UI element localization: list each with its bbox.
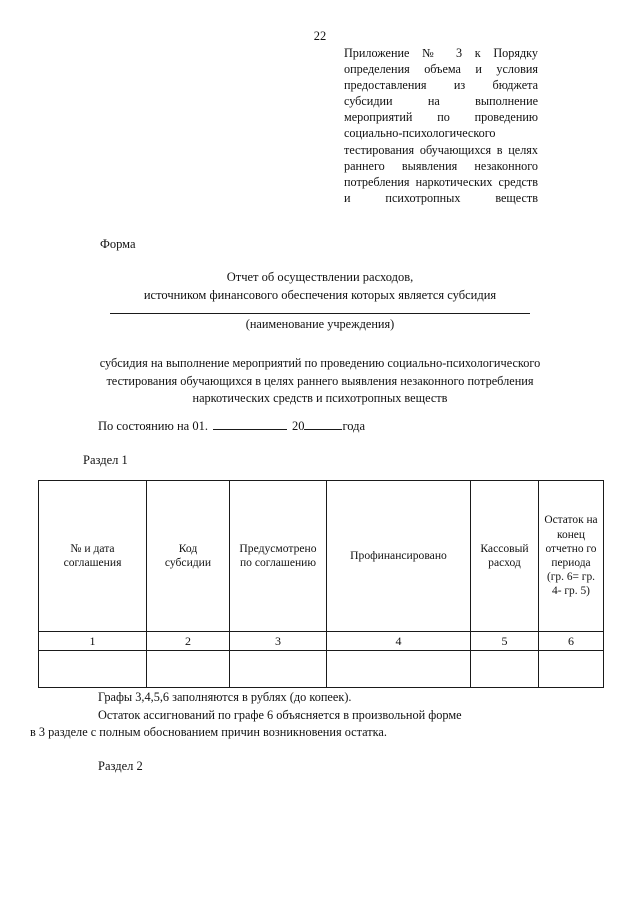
column-number-cell: 3: [230, 632, 327, 651]
table-cell[interactable]: [327, 651, 471, 688]
subsidy-purpose-paragraph: [55, 355, 585, 408]
header-text: Остаток на конец отчетно го периода (гр. 6= гр. 4- гр. 5): [544, 514, 598, 598]
table-header-cell-financed: [327, 481, 471, 632]
appendix-line: мероприятий по проведению: [344, 110, 538, 125]
column-number-cell: 2: [147, 632, 230, 651]
table-cell[interactable]: [39, 651, 147, 688]
as-of-suffix: года: [342, 419, 366, 433]
appendix-line: субсидии на выполнение: [344, 94, 538, 109]
section-label-2: Раздел 2: [98, 759, 143, 773]
table-notes: [30, 689, 590, 742]
column-number-cell: 5: [471, 632, 539, 651]
appendix-line: социально-психологического: [344, 126, 496, 141]
table-header-cell-agreement: [39, 481, 147, 632]
as-of-year-prefix: 20: [291, 419, 305, 433]
as-of-month-blank[interactable]: [213, 429, 287, 430]
section-label-1: Раздел 1: [83, 453, 128, 467]
as-of-year-blank[interactable]: [304, 429, 342, 430]
table-numbering-row: [39, 632, 604, 651]
table-row: [39, 651, 604, 688]
report-table-wrapper: [38, 480, 603, 688]
page-number: 22: [313, 29, 327, 43]
title-line-2: источником финансового обеспечения которых является субсидия: [143, 287, 497, 302]
institution-name-blank[interactable]: [110, 313, 530, 314]
header-text: Код: [178, 541, 198, 555]
header-text: Предусмотрено: [239, 541, 317, 555]
appendix-line: наркотических средств и: [344, 174, 539, 205]
header-text: соглашения: [63, 556, 122, 569]
form-label: Форма: [100, 237, 136, 251]
table-header-cell-cash-expense: [471, 481, 539, 632]
table-cell[interactable]: [147, 651, 230, 688]
header-text: по соглашению: [239, 556, 317, 569]
header-text: субсидии: [164, 556, 212, 569]
appendix-line: предоставления из бюджета: [344, 78, 538, 93]
institution-name-caption: (наименование учреждения): [245, 317, 395, 331]
header-text: расход: [488, 556, 521, 569]
as-of-date-line: [98, 418, 365, 435]
appendix-line: тестирования обучающихся в: [344, 142, 503, 157]
table-cell[interactable]: [230, 651, 327, 688]
purpose-line-3: наркотических средств и психотропных веществ: [192, 391, 448, 405]
note-line-2: Остаток ассигнований по графе 6 объясняется в произвольной форме: [98, 707, 462, 722]
column-number-cell: 4: [327, 632, 471, 651]
appendix-line: Приложение № 3 к Порядку: [344, 46, 538, 60]
note-line-3: в 3 разделе с полным обоснованием причин возникновения остатка.: [30, 725, 387, 740]
table-cell[interactable]: [539, 651, 604, 688]
as-of-prefix: По состоянию на 01.: [98, 419, 208, 433]
document-title: [0, 269, 640, 304]
header-text: Кассовый: [480, 541, 529, 555]
report-table: [38, 480, 604, 688]
appendix-line: психотропных веществ: [385, 190, 538, 205]
appendix-line: незаконного потребления: [344, 158, 539, 189]
title-line-1: Отчет об осуществлении расходов,: [226, 270, 414, 284]
purpose-line-2: тестирования обучающихся в целях раннего выявления незаконного потребления: [106, 373, 534, 388]
appendix-reference-block: [344, 45, 538, 206]
appendix-line: целях раннего выявления: [344, 142, 538, 173]
appendix-line: определения объема и условия: [344, 62, 538, 77]
purpose-line-1: субсидия на выполнение мероприятий по проведению социально-психологического: [99, 356, 541, 370]
table-header-cell-balance: [539, 481, 604, 632]
column-number-cell: 6: [539, 632, 604, 651]
header-text: № и дата: [70, 541, 115, 555]
table-header-row: [39, 481, 604, 632]
header-text: Профинансировано: [350, 548, 447, 562]
table-header-cell-subsidy-code: [147, 481, 230, 632]
table-cell[interactable]: [471, 651, 539, 688]
note-line-1: Графы 3,4,5,6 заполняются в рублях (до копеек).: [98, 690, 352, 704]
column-number-cell: 1: [39, 632, 147, 651]
table-header-cell-provided: [230, 481, 327, 632]
